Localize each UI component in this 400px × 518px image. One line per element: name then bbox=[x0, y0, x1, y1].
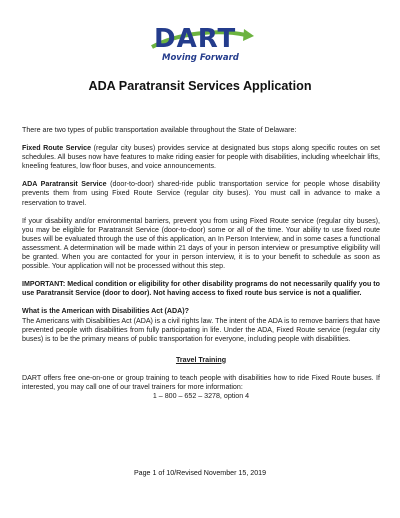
fixed-route-paragraph bbox=[22, 144, 380, 171]
travel-text: DART offers free one-on-one or group training to teach people with disabilities how to ride Fixed Route buses. If interested, you may call one of our travel trainers for more information: bbox=[22, 373, 380, 391]
page-footer: Page 1 of 10/Revised November 15, 2019 bbox=[133, 469, 267, 477]
fixed-route-term: Fixed Route Service bbox=[22, 144, 92, 153]
important-text: IMPORTANT: Medical condition or eligibility for other disability programs do not necessarily qualify you to use Paratransit Service (door to door). Not having access to fixed route bus service is not a qualifier. bbox=[22, 280, 380, 298]
ada-section bbox=[22, 307, 380, 343]
important-notice bbox=[22, 280, 380, 298]
ada-heading: What is the American with Disabilities Act (ADA)? bbox=[22, 307, 189, 316]
intro-paragraph: There are two types of public transportation available throughout the State of Delaware: bbox=[22, 126, 297, 134]
travel-training-heading: Travel Training bbox=[175, 355, 227, 364]
phone-number: 1 – 800 – 652 – 3278, option 4 bbox=[152, 392, 250, 401]
paratransit-paragraph bbox=[22, 180, 380, 207]
eligibility-paragraph: If your disability and/or environmental barriers, prevent you from using Fixed Route service (regular city buses), you may be eligible for Paratransit Service (door-to-door) some or all of the time. Your ability to use fixed route buses will be evaluated through the use of this application, an In Person Interview, and in some cases a functional assessment. A determination will be made within 21 days of your in person interview or presumptive eligibility will be granted. When you are contacted for your in person interview, it is to your benefit to schedule as soon as possible. Your application will not be processed without this step. bbox=[22, 216, 380, 271]
paratransit-term: ADA Paratransit Service bbox=[22, 180, 107, 189]
paratransit-text: (door-to-door) shared-ride public transportation service for people whose disability prevents them from using Fixed Route Service (regular city buses). You must call in advance to make a reservation to travel. bbox=[22, 180, 380, 207]
page-title: ADA Paratransit Services Application bbox=[88, 79, 312, 93]
travel-paragraph bbox=[22, 374, 380, 392]
logo-wordmark: DART bbox=[154, 24, 237, 54]
fixed-route-text: (regular city buses) provides service at designated bus stops along specific routes on set schedules. All buses now have features to make riding easier for people with disabilities, including wheelchair lifts, kneeling features, low floor buses, and voice announcements. bbox=[22, 144, 380, 171]
dart-logo bbox=[148, 25, 256, 65]
ada-text: The Americans with Disabilities Act (ADA) is a civil rights law. The intent of the ADA is to remove barriers that have prevented people with disabilities from fully participating in life. Under the ADA, Fixed Route service (regular city buses) is to be the primary means of public transportation for everyone, including people with disabilities. bbox=[22, 316, 380, 343]
document-body bbox=[22, 126, 380, 410]
travel-heading-wrap bbox=[22, 356, 380, 365]
logo-tagline: Moving Forward bbox=[162, 53, 239, 63]
